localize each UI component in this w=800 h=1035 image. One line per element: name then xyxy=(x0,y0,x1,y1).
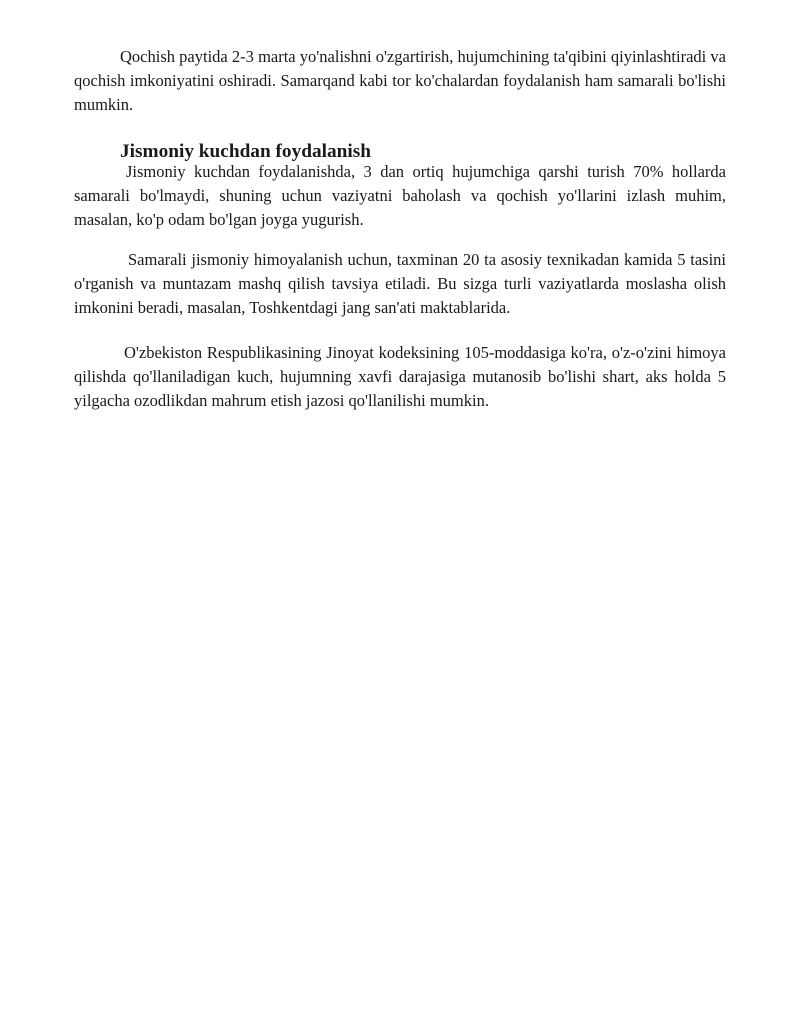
section-heading: Jismoniy kuchdan foydalanish xyxy=(120,141,371,162)
paragraph-criminal-code: O'zbekiston Respublikasining Jinoyat kodeksining 105-moddasiga ko'ra, o'z-o'zini himoya qilishda qo'llaniladigan kuch, hujumning xavfi darajasiga mutanosib bo'lishi shart, aks holda 5 yilgacha ozodlikdan mahrum etish jazosi qo'llanilishi mumkin. xyxy=(74,343,726,410)
paragraph-physical-force: Jismoniy kuchdan foydalanishda, 3 dan ortiq hujumchiga qarshi turish 70% hollarda samarali bo'lmaydi, shuning uchun vaziyatni baholash va qochish yo'llarini izlash muhim, masalan, ko'p odam bo'lgan joyga yugurish. xyxy=(74,162,726,229)
paragraph-self-defense-training: Samarali jismoniy himoyalanish uchun, taxminan 20 ta asosiy texnikadan kamida 5 tasini o'rganish va muntazam mashq qilish tavsiya etiladi. Bu sizga turli vaziyatlarda moslasha olish imkonini beradi, masalan, Toshkentdagi jang san'ati maktablarida. xyxy=(74,250,726,317)
paragraph-escape-tactics: Qochish paytida 2-3 marta yo'nalishni o'zgartirish, hujumchining ta'qibini qiyinlashtiradi va qochish imkoniyatini oshiradi. Samarqand kabi tor ko'chalardan foydalanish ham samarali bo'lishi mumkin. xyxy=(74,47,726,114)
